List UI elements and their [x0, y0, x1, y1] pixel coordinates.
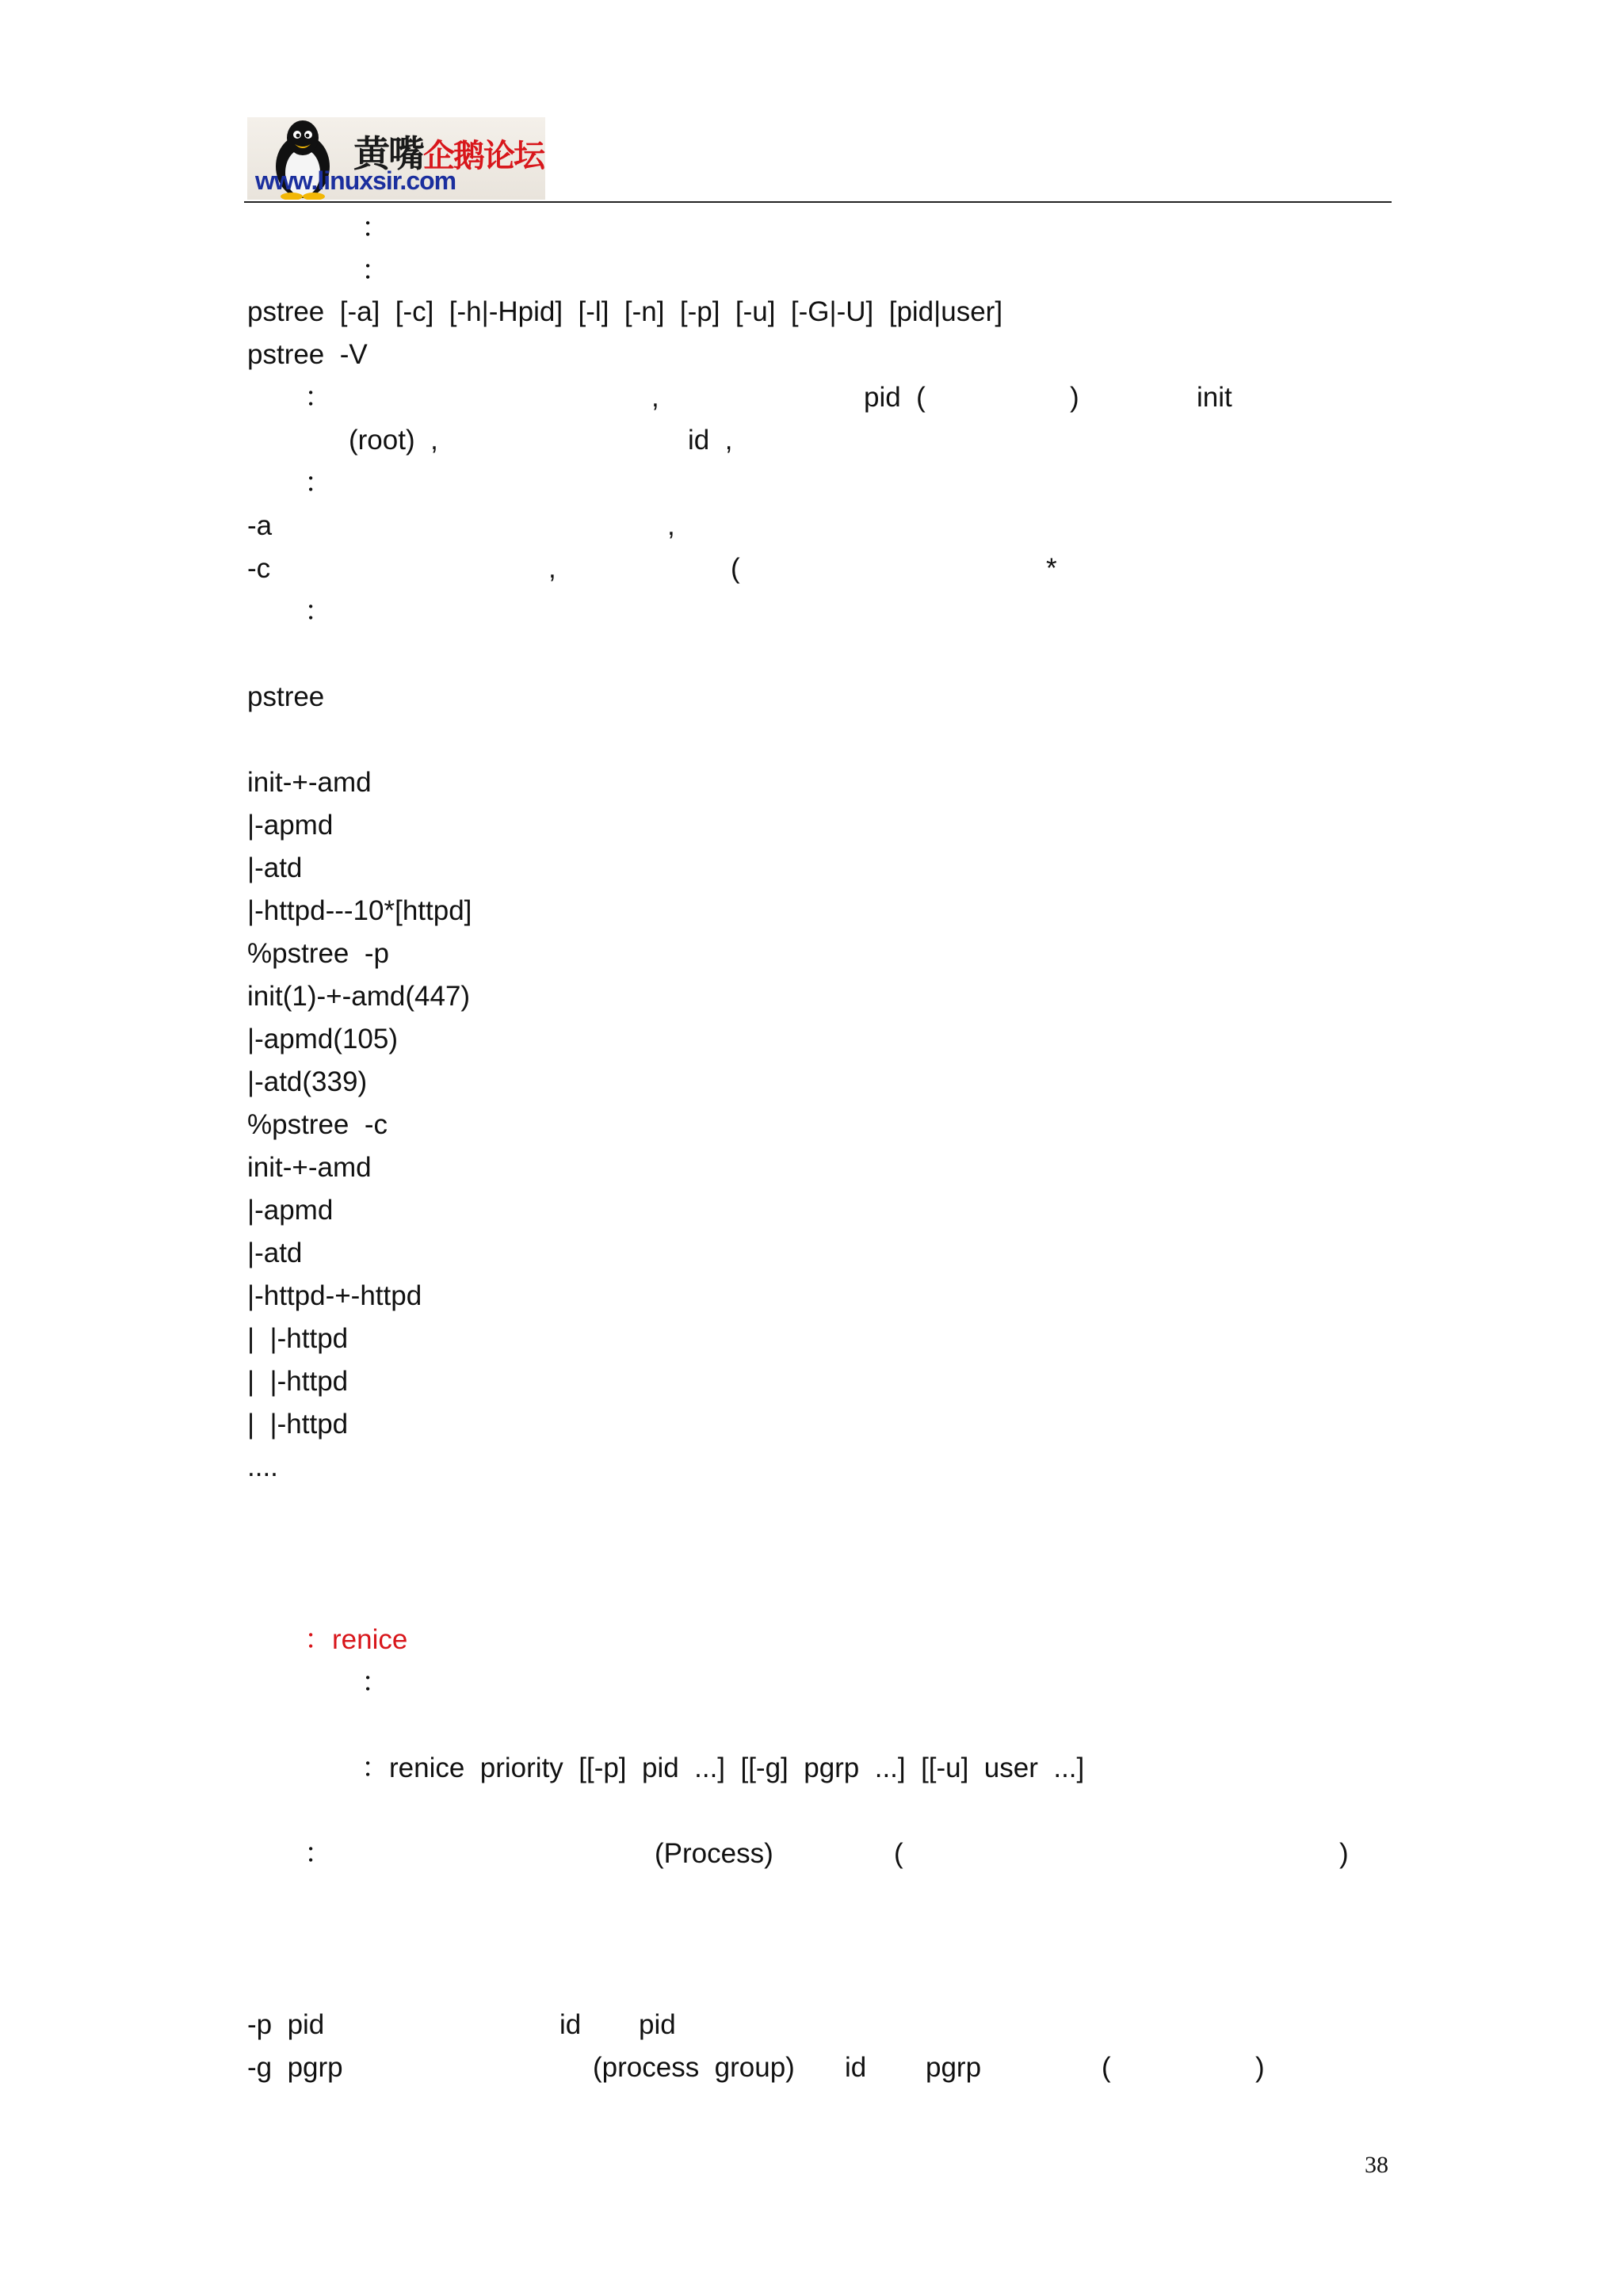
text-line: * — [1046, 553, 1057, 584]
text-line: pid ( — [864, 382, 926, 413]
text-line: ( — [1102, 2052, 1111, 2083]
text-line: id — [845, 2052, 867, 2083]
text-line: pid — [639, 2009, 676, 2040]
logo-text-cn: 黄嘴企鹅论坛 — [353, 132, 544, 175]
text-line: | |-httpd — [247, 1366, 349, 1397]
text-line: |-apmd(105) — [247, 1024, 399, 1055]
text-line: init-+-amd — [247, 1152, 372, 1183]
text-line: ( — [731, 553, 740, 584]
text-line: (Process) — [655, 1838, 773, 1869]
text-line: |-atd — [247, 852, 303, 883]
text-line: ： — [304, 382, 333, 413]
text-line: | |-httpd — [247, 1323, 349, 1354]
text-line: pstree -V — [247, 339, 368, 370]
text-line: ： — [361, 255, 390, 286]
text-line: -g pgrp — [247, 2052, 343, 2083]
text-line: (process group) — [593, 2052, 795, 2083]
text-line: (root) , — [349, 425, 438, 456]
forum-logo — [247, 117, 545, 200]
text-line: init(1)-+-amd(447) — [247, 981, 471, 1012]
text-line: pstree — [247, 681, 325, 712]
text-line: ： — [304, 467, 333, 498]
text-line: |-apmd — [247, 810, 334, 841]
text-line: , — [667, 510, 675, 541]
text-line: ： — [304, 596, 333, 627]
text-line: ： — [361, 1667, 390, 1698]
text-line: ： — [304, 1838, 333, 1869]
header-rule — [244, 201, 1392, 203]
text-line: ) — [1339, 1838, 1349, 1869]
text-line: init-+-amd — [247, 767, 372, 798]
text-line: ： — [361, 212, 390, 243]
text-line: %pstree -p — [247, 938, 389, 969]
text-line: ) — [1255, 2052, 1265, 2083]
text-line: %pstree -c — [247, 1109, 388, 1140]
text-line: .... — [247, 1451, 278, 1482]
text-line: pgrp — [926, 2052, 982, 2083]
text-line: |-atd(339) — [247, 1066, 368, 1097]
text-line: -p pid — [247, 2009, 325, 2040]
text-line: pstree [-a] [-c] [-h|-Hpid] [-l] [-n] [-p] [-u] [-G|-U] [pid|user] — [247, 296, 1003, 327]
text-line: |-httpd---10*[httpd] — [247, 895, 472, 926]
page-number: 38 — [1365, 2152, 1388, 2178]
text-line: ( — [894, 1838, 903, 1869]
text-line: id — [559, 2009, 582, 2040]
text-line: , — [548, 553, 556, 584]
text-line: , — [651, 382, 659, 413]
logo-url-text: www.linuxsir.com — [255, 166, 456, 195]
text-line: -a — [247, 510, 273, 541]
text-line: id , — [688, 425, 733, 456]
text-line: |-apmd — [247, 1195, 334, 1226]
text-line: |-atd — [247, 1238, 303, 1268]
text-line: ：renice priority [[-p] pid ...] [[-g] pgrp ...] [[-u] user ...] — [361, 1753, 1085, 1783]
text-line: ) — [1070, 382, 1079, 413]
text-line: -c — [247, 553, 271, 584]
text-line: | |-httpd — [247, 1409, 349, 1440]
text-line: |-httpd-+-httpd — [247, 1280, 422, 1311]
text-line: init — [1197, 382, 1232, 413]
section-heading: ：renice — [304, 1624, 408, 1655]
